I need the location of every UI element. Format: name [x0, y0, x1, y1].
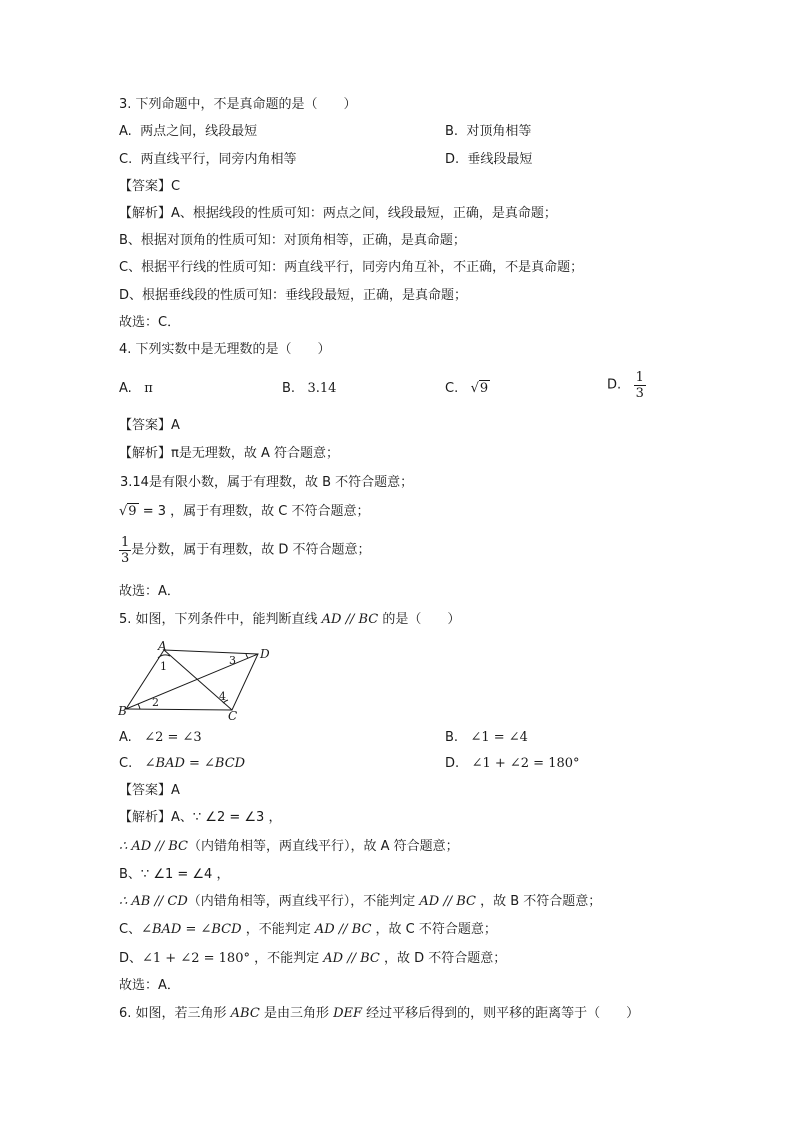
q4-answer: 【答案】A — [119, 418, 180, 433]
point-c-label: C — [228, 709, 238, 720]
q3-stem: 3. 下列命题中，不是真命题的是（ ） — [119, 97, 357, 112]
q3-answer: 【答案】C — [119, 179, 181, 194]
fraction: $\frac{1}{3}$ — [121, 535, 130, 566]
q3-conclusion: 故选：C． — [119, 315, 181, 330]
q3-analysis-4: D、根据垂线段的性质可知：垂线段最短，正确，是真命题； — [119, 288, 468, 303]
angle-1-label: 1 — [160, 660, 167, 673]
q4-option-a: A. π — [119, 381, 153, 396]
q5-analysis-6: D、∠1 + ∠2 = 180° ，不能判定 AD // BC ，故 D 不符合题意； — [119, 951, 507, 966]
q5-analysis-3: B、∵ ∠1 = ∠4 ， — [119, 867, 230, 882]
point-d-label: D — [260, 647, 270, 661]
q4-option-b: B. 3.14 — [282, 381, 337, 396]
q5-answer: 【答案】A — [119, 783, 180, 798]
sqrt-symbol: √9 — [119, 504, 137, 519]
angle-2-label: 2 — [152, 696, 159, 709]
angle-4-label: 4 — [219, 690, 226, 703]
q5-analysis-2: ∴ AD // BC（内错角相等，两直线平行），故 A 符合题意； — [119, 839, 459, 854]
q4-option-d: D. $\frac{1}{3}$ — [607, 370, 644, 401]
parallelogram-figure — [118, 640, 278, 720]
q5-option-d: D. ∠1 + ∠2 = 180° — [445, 756, 580, 771]
q4-analysis-1: 【解析】π是无理数，故 A 符合题意； — [119, 446, 340, 461]
angle-3-label: 3 — [229, 654, 236, 667]
q3-option-b: B. 对顶角相等 — [445, 124, 532, 139]
q5-analysis-4: ∴ AB // CD（内错角相等，两直线平行），不能判定 AD // BC ，故 B 不符合题意； — [119, 894, 602, 909]
q4-stem: 4. 下列实数中是无理数的是（ ） — [119, 342, 331, 357]
q3-analysis-2: B、根据对顶角的性质可知：对顶角相等，正确，是真命题； — [119, 233, 466, 248]
q4-conclusion: 故选：A． — [119, 584, 180, 599]
q4-analysis-2: 3.14是有限小数，属于有理数，故 B 不符合题意； — [120, 475, 414, 490]
q5-analysis-1: 【解析】A、∵ ∠2 = ∠3 ， — [119, 810, 282, 825]
q3-option-a: A. 两点之间，线段最短 — [119, 124, 258, 139]
q3-option-d: D. 垂线段最短 — [445, 152, 533, 167]
fraction: $\frac{1}{3}$ — [635, 370, 644, 401]
angle-arc-3 — [246, 654, 248, 658]
q3-analysis-3: C、根据平行线的性质可知：两直线平行，同旁内角互补，不正确，不是真命题； — [119, 260, 584, 275]
diagonal-bd — [126, 654, 258, 709]
q5-analysis-5: C、∠BAD = ∠BCD ，不能判定 AD // BC ，故 C 不符合题意； — [119, 922, 497, 937]
q3-option-c: C. 两直线平行，同旁内角相等 — [119, 152, 297, 167]
q5-option-b: B. ∠1 = ∠4 — [445, 730, 528, 745]
q4-option-c: C. √9 — [445, 381, 489, 396]
q5-option-a: A. ∠2 = ∠3 — [119, 730, 202, 745]
q3-analysis-1: 【解析】A、根据线段的性质可知：两点之间，线段最短，正确，是真命题； — [119, 206, 557, 221]
sqrt-symbol: √9 — [470, 381, 489, 396]
point-a-label: A — [158, 640, 167, 653]
q4-analysis-4: $\frac{1}{3}$ 是分数，属于有理数，故 D 不符合题意； — [121, 535, 371, 566]
angle-arc-2 — [138, 704, 140, 709]
q6-stem: 6. 如图，若三角形 ABC 是由三角形 DEF 经过平移后得到的，则平移的距离等于（ ） — [119, 1006, 640, 1021]
point-b-label: B — [118, 704, 127, 718]
q5-conclusion: 故选：A． — [119, 978, 180, 993]
q4-analysis-3: √9 = 3 ，属于有理数，故 C 不符合题意； — [119, 504, 370, 519]
q5-option-c: C. ∠BAD = ∠BCD — [119, 756, 246, 771]
angle-arc-1 — [158, 655, 170, 658]
q5-stem: 5. 如图，下列条件中，能判断直线 AD // BC 的是（ ） — [119, 612, 461, 627]
